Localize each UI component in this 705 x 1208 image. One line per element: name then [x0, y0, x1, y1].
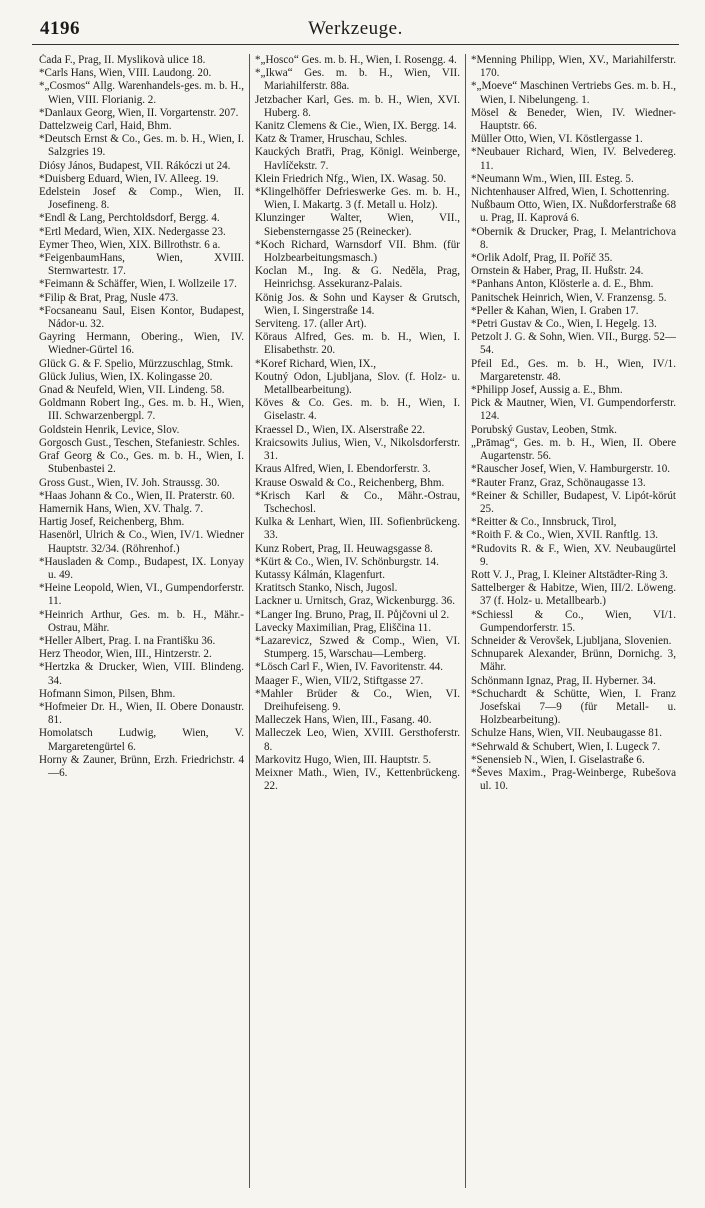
directory-entry: Gnad & Neufeld, Wien, VII. Lindeng. 58.	[39, 384, 225, 397]
directory-entry: Kunz Robert, Prag, II. Heuwagsgasse 8.	[255, 542, 433, 555]
directory-entry: Horny & Zauner, Brünn, Erzh. Friedrichstr. 4—6.	[39, 753, 244, 779]
directory-entry: Kraicsowits Julius, Wien, V., Nikolsdorferstr. 31.	[255, 436, 460, 463]
directory-entry: Kraus Alfred, Wien, I. Ebendorferstr. 3.	[255, 463, 431, 476]
directory-entry: Klein Friedrich Nfg., Wien, IX. Wasag. 50.	[255, 172, 447, 185]
directory-entry: König Jos. & Sohn und Kayser & Grutsch, Wien, I. Singerstraße 14.	[255, 291, 460, 317]
directory-entry: *Peller & Kahan, Wien, I. Graben 17.	[471, 304, 639, 317]
directory-entry: *Orlik Adolf, Prag, II. Poříč 35.	[471, 252, 613, 265]
page-header	[32, 14, 679, 42]
directory-entry: *Rauter Franz, Graz, Schönaugasse 13.	[471, 476, 646, 489]
directory-entry: *„Ikwa“ Ges. m. b. H., Wien, VII. Mariahilferstr. 88a.	[255, 67, 460, 93]
directory-entry: *Heinrich Arthur, Ges. m. b. H., Mähr.-Ostrau, Mähr.	[39, 608, 244, 634]
directory-entry: Kratitsch Stanko, Nisch, Jugosl.	[255, 582, 398, 595]
directory-entry: *Danlaux Georg, Wien, II. Vorgartenstr. 207.	[39, 106, 239, 119]
directory-entry: Krause Oswald & Co., Reichenberg, Bhm.	[255, 476, 445, 489]
directory-entry: Klunzinger Walter, Wien, VII., Siebensterngasse 25 (Reinecker).	[255, 212, 460, 238]
directory-entry: *„Cosmos“ Allg. Warenhandels-ges. m. b. H., Wien, VIII. Florianig. 2.	[39, 80, 244, 106]
directory-entry: *Neumann Wm., Wien, III. Esteg. 5.	[471, 172, 634, 185]
directory-entry: Köraus Alfred, Ges. m. b. H., Wien, I. Elisabethstr. 20.	[255, 331, 460, 357]
directory-entry: Hamernik Hans, Wien, XV. Thalg. 7.	[39, 502, 204, 515]
column-middle	[249, 54, 465, 1188]
directory-entry: Jetzbacher Karl, Ges. m. b. H., Wien, XVI. Huberg. 8.	[255, 93, 460, 119]
directory-entry: *Hofmeier Dr. H., Wien, II. Obere Donaustr. 81.	[39, 700, 244, 727]
directory-entry: Nußbaum Otto, Wien, IX. Nußdorferstraße 68 u. Prag, II. Kaprová 6.	[471, 199, 676, 225]
directory-entry: Malleczek Leo, Wien, XVIII. Gersthoferstr. 8.	[255, 727, 460, 753]
directory-entry: *Langer Ing. Bruno, Prag, II. Půjčovni ul 2.	[255, 608, 450, 621]
directory-entry: Panitschek Heinrich, Wien, V. Franzensg. 5.	[471, 291, 667, 304]
directory-entry: „Prāmag“, Ges. m. b. H., Wien, II. Obere Augartenstr. 56.	[471, 436, 676, 463]
directory-entry: Graf Georg & Co., Ges. m. b. H., Wien, I. Stubenbastei 2.	[39, 450, 244, 476]
directory-entry: Katz & Tramer, Hruschau, Schles.	[255, 133, 408, 146]
directory-entry: Goldmann Robert Ing., Ges. m. b. H., Wien, III. Schwarzenbergpl. 7.	[39, 397, 244, 423]
directory-entry: *Hausladen & Comp., Budapest, IX. Lonyay u. 49.	[39, 555, 244, 581]
directory-entry: *„Moeve“ Maschinen Vertriebs Ges. m. b. H., Wien, I. Nibelungeng. 1.	[471, 80, 676, 106]
directory-entry: *Filip & Brat, Prag, Nusle 473.	[39, 291, 179, 304]
directory-entry: Hofmann Simon, Pilsen, Bhm.	[39, 687, 176, 700]
directory-entry: Sattelberger & Habitze, Wien, III/2. Löweng. 37 (f. Holz- u. Metallbearb.)	[471, 582, 676, 608]
header-rule	[32, 44, 679, 45]
directory-entry: *Hertzka & Drucker, Wien, VIII. Blindeng. 34.	[39, 661, 244, 687]
directory-entry: *Philipp Josef, Aussig a. E., Bhm.	[471, 384, 623, 397]
directory-entry: Schönmann Ignaz, Prag, II. Hyberner. 34.	[471, 674, 656, 687]
directory-entry: Maager F., Wien, VII/2, Stiftgasse 27.	[255, 674, 424, 687]
directory-entry: *Koref Richard, Wien, IX.,	[255, 357, 377, 370]
directory-entry: *Obernik & Drucker, Prag, I. Melantrichova 8.	[471, 225, 676, 251]
directory-entry: *Ertl Medard, Wien, XIX. Nedergasse 23.	[39, 225, 226, 238]
directory-entry: *Reitter & Co., Innsbruck, Tirol,	[471, 516, 617, 529]
directory-entry: *Sehrwald & Schubert, Wien, I. Lugeck 7.	[471, 740, 661, 753]
directory-entry: Porubský Gustav, Leoben, Stmk.	[471, 423, 617, 436]
directory-entry: *Feimann & Schäffer, Wien, I. Wollzeile 17.	[39, 278, 237, 291]
directory-entry: Pick & Mautner, Wien, VI. Gumpendorferstr. 124.	[471, 397, 676, 423]
directory-entry: Pfeil Ed., Ges. m. b. H., Wien, IV/1. Margaretenstr. 48.	[471, 357, 676, 383]
directory-entry: Gorgosch Gust., Teschen, Stefaniestr. Schles.	[39, 436, 240, 449]
directory-entry: *Panhans Anton, Klösterle a. d. E., Bhm.	[471, 278, 654, 291]
directory-entry: Kauckých Bratři, Prag, Königl. Weinberge, Havlíčekstr. 7.	[255, 146, 460, 172]
directory-entry: Goldstein Henrik, Levice, Slov.	[39, 423, 180, 436]
directory-entry: Eymer Theo, Wien, XIX. Billrothstr. 6 a.	[39, 238, 221, 251]
directory-entry: Kulka & Lenhart, Wien, III. Sofienbrückeng. 33.	[255, 516, 460, 542]
directory-entry: Koclan M., Ing. & G. Neděla, Prag, Heinrichsg. Assekuranz-Palais.	[255, 265, 460, 291]
directory-entry: *Ševes Maxim., Prag-Weinberge, Rubešova ul. 10.	[471, 766, 676, 793]
directory-entry: *Rudovits R. & F., Wien, XV. Neubaugürtel 9.	[471, 542, 676, 568]
directory-entry: *Roith F. & Co., Wien, XVII. Ranftlg. 13.	[471, 529, 659, 542]
column-left	[34, 54, 249, 1188]
directory-entry: Edelstein Josef & Comp., Wien, II. Josefineng. 8.	[39, 186, 244, 212]
directory-entry: Hasenörl, Ulrich & Co., Wien, IV/1. Wiedner Hauptstr. 32/34. (Röhrenhof.)	[39, 529, 244, 555]
directory-entry: Čada F., Prag, II. Myslikovà ulice 18.	[39, 54, 206, 66]
directory-entry: Mösel & Beneder, Wien, IV. Wiedner-Hauptstr. 66.	[471, 106, 676, 133]
directory-entry: *Menning Philipp, Wien, XV., Mariahilferstr. 170.	[471, 54, 676, 80]
directory-entry: *Klingelhöffer Defrieswerke Ges. m. b. H., Wien, I. Makartg. 3 (f. Metall u. Holz).	[255, 186, 460, 212]
directory-entry: *„Hosco“ Ges. m. b. H., Wien, I. Rosengg. 4.	[255, 54, 457, 66]
directory-entry: Dattelzweig Carl, Haid, Bhm.	[39, 120, 172, 133]
directory-entry: *Duisberg Eduard, Wien, IV. Alleeg. 19.	[39, 172, 219, 185]
directory-entry: Petzolt J. G. & Sohn, Wien. VII., Burgg. 52—54.	[471, 331, 676, 357]
directory-entry: Homolatsch Ludwig, Wien, V. Margaretengürtel 6.	[39, 727, 244, 753]
directory-entry: Lavecky Maximilian, Prag, Eliščina 11.	[255, 621, 432, 634]
directory-entry: Ornstein & Haber, Prag, II. Hußstr. 24.	[471, 265, 644, 278]
directory-entry: *Senensieb N., Wien, I. Giselastraße 6.	[471, 753, 645, 766]
directory-entry: Nichtenhauser Alfred, Wien, I. Schottenring.	[471, 186, 670, 199]
directory-entry: *Heine Leopold, Wien, VI., Gumpendorferstr. 11.	[39, 582, 244, 608]
directory-entry: Glück Julius, Wien, IX. Kolingasse 20.	[39, 370, 213, 383]
directory-entry: Hartig Josef, Reichenberg, Bhm.	[39, 516, 185, 529]
directory-entry: *Rauscher Josef, Wien, V. Hamburgerstr. 10.	[471, 463, 671, 476]
page-number: 4196	[40, 18, 80, 39]
directory-entry: *Neubauer Richard, Wien, IV. Belvedereg. 11.	[471, 146, 676, 172]
directory-entry: *FeigenbaumHans, Wien, XVIII. Sternwartestr. 17.	[39, 252, 244, 278]
directory-entry: Malleczek Hans, Wien, III., Fasang. 40.	[255, 714, 432, 727]
directory-entry: *Haas Johann & Co., Wien, II. Praterstr. 60.	[39, 489, 235, 502]
directory-entry: *Krisch Karl & Co., Mähr.-Ostrau, Tschechosl.	[255, 489, 460, 515]
directory-entry: *Schuchardt & Schütte, Wien, I. Franz Josefskai 7—9 (für Metall- u. Holzbearbeitung).	[471, 687, 676, 727]
directory-entry: *Petri Gustav & Co., Wien, I. Hegelg. 13.	[471, 318, 657, 331]
directory-entry: *Koch Richard, Warnsdorf VII. Bhm. (für Holzbearbeitungsmasch.)	[255, 238, 460, 265]
directory-entry: *Lösch Carl F., Wien, IV. Favoritenstr. 44.	[255, 661, 444, 674]
directory-entry: *Kürt & Co., Wien, IV. Schönburgstr. 14.	[255, 555, 439, 568]
directory-columns	[34, 54, 681, 1188]
directory-entry: *Mahler Brüder & Co., Wien, VI. Dreihufeiseng. 9.	[255, 687, 460, 713]
directory-entry: Lackner u. Urnitsch, Graz, Wickenburgg. 36.	[255, 595, 456, 608]
directory-entry: Kraessel D., Wien, IX. Alserstraße 22.	[255, 423, 426, 436]
directory-entry: Glück G. & F. Spelio, Mürzzuschlag, Stmk.	[39, 357, 234, 370]
directory-entry: Rott V. J., Prag, I. Kleiner Altstädter-Ring 3.	[471, 568, 668, 581]
directory-entry: *Carls Hans, Wien, VIII. Laudong. 20.	[39, 67, 212, 80]
directory-entry: Schnuparek Alexander, Brünn, Dornichg. 3, Mähr.	[471, 648, 676, 674]
directory-entry: *Focsaneanu Saul, Eisen Kontor, Budapest, Nádor-u. 32.	[39, 304, 244, 331]
directory-entry: Schneider & Verovšek, Ljubljana, Slovenien.	[471, 634, 672, 647]
directory-entry: *Reiner & Schiller, Budapest, V. Lipót-körút 25.	[471, 489, 676, 515]
directory-entry: Köves & Co. Ges. m. b. H., Wien, I. Giselastr. 4.	[255, 397, 460, 423]
directory-entry: Müller Otto, Wien, VI. Köstlergasse 1.	[471, 133, 643, 146]
directory-entry: *Schiessl & Co., Wien, VI/1. Gumpendorferstr. 15.	[471, 608, 676, 634]
directory-entry: *Heller Albert, Prag. I. na Františku 36.	[39, 634, 216, 647]
directory-entry: Serviteng. 17. (aller Art).	[255, 318, 367, 331]
directory-entry: *Deutsch Ernst & Co., Ges. m. b. H., Wien, I. Salzgries 19.	[39, 133, 244, 159]
directory-entry: Herz Theodor, Wien, III., Hintzerstr. 2.	[39, 648, 212, 661]
directory-entry: Markovitz Hugo, Wien, III. Hauptstr. 5.	[255, 753, 432, 766]
directory-entry: *Lazarevicz, Szwed & Comp., Wien, VI. Stumperg. 15, Warschau—Lemberg.	[255, 634, 460, 661]
column-right	[465, 54, 681, 1188]
directory-entry: Gayring Hermann, Obering., Wien, IV. Wiedner-Gürtel 16.	[39, 331, 244, 357]
directory-entry: Schulze Hans, Wien, VII. Neubaugasse 81.	[471, 727, 663, 740]
directory-entry: Koutný Odon, Ljubljana, Slov. (f. Holz- u. Metallbearbeitung).	[255, 370, 460, 397]
directory-entry: *Endl & Lang, Perchtoldsdorf, Bergg. 4.	[39, 212, 220, 225]
directory-entry: Gross Gust., Wien, IV. Joh. Straussg. 30.	[39, 476, 220, 489]
directory-entry: Meixner Math., Wien, IV., Kettenbrückeng. 22.	[255, 766, 460, 793]
directory-entry: Kanitz Clemens & Cie., Wien, IX. Bergg. 14.	[255, 120, 457, 133]
directory-entry: Diósy János, Budapest, VII. Rákóczi ut 24.	[39, 159, 231, 172]
page-title: Werkzeuge.	[308, 18, 403, 39]
directory-entry: Kutassy Kálmán, Klagenfurt.	[255, 568, 386, 581]
